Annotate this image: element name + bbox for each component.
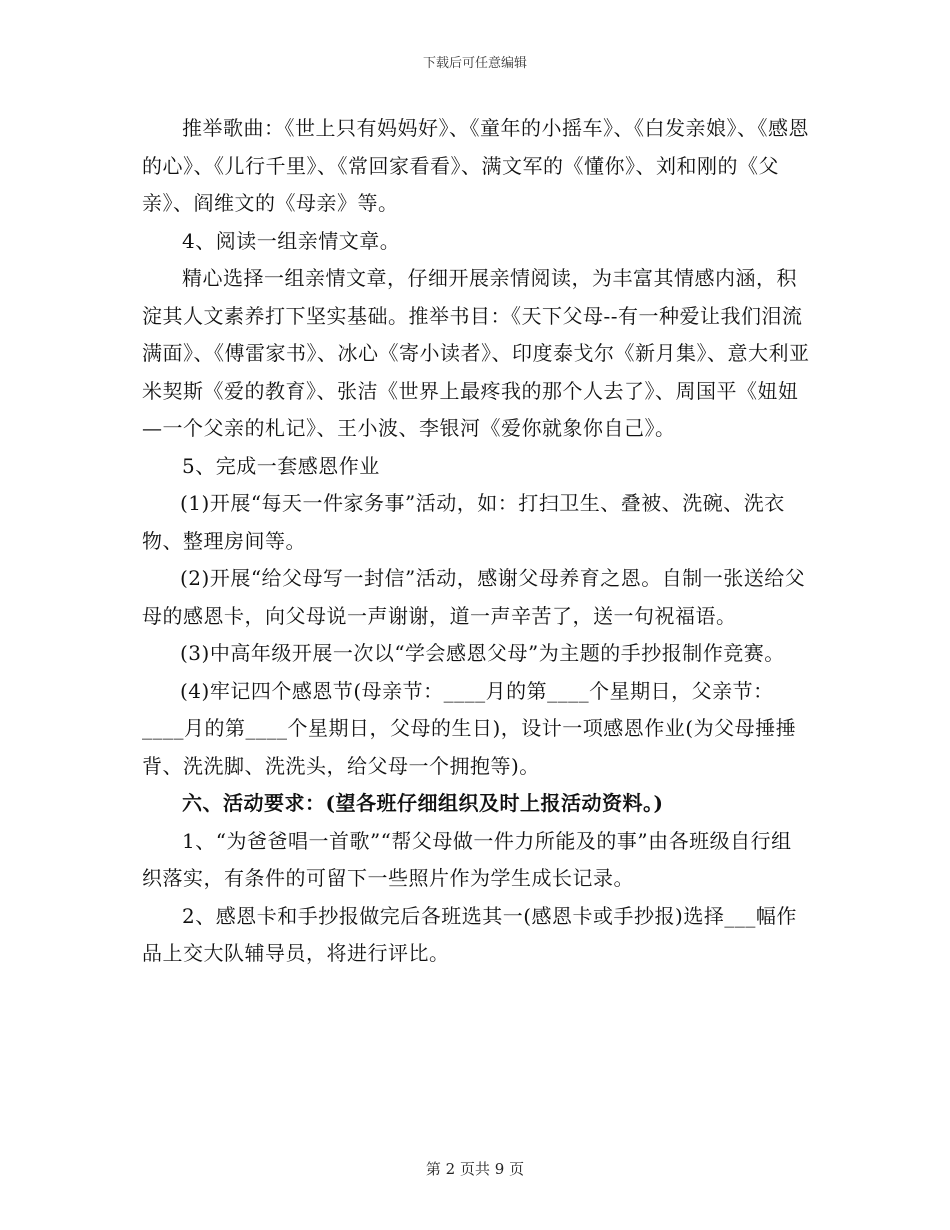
- paragraph-recommended-songs: 推举歌曲：《世上只有妈妈好》、《童年的小摇车》、《白发亲娘》、《感恩的心》、《儿行千里》、《常回家看看》、满文军的《懂你》、刘和刚的《父亲》、阎维文的《母亲》等。: [142, 116, 809, 215]
- paragraph-homework-2: (2)开展“给父母写一封信”活动，感谢父母养育之恩。自制一张送给父母的感恩卡，向父母说一声谢谢，道一声辛苦了，送一句祝福语。: [142, 566, 806, 628]
- paragraph-heading-requirements: 六、活动要求：(望各班仔细组织及时上报活动资料。): [182, 791, 664, 815]
- paragraph-requirement-1: 1、“为爸爸唱一首歌”“帮父母做一件力所能及的事”由各班级自行组织落实，有条件的可留下一些照片作为学生成长记录。: [142, 828, 792, 890]
- paragraph-homework-1: (1)开展“每天一件家务事”活动，如：打扫卫生、叠被、洗碗、洗衣物、整理房间等。: [142, 491, 785, 553]
- paragraph-homework-3: (3)中高年级开展一次以“学会感恩父母”为主题的手抄报制作竞赛。: [180, 641, 785, 665]
- paragraph-heading-read-articles: 4、阅读一组亲情文章。: [182, 228, 401, 253]
- paragraph-recommended-books: 精心选择一组亲情文章，仔细开展亲情阅读，为丰富其情感内涵，积淀其人文素养打下坚实基础。推举书目：《天下父母--有一种爱让我们泪流满面》、《傅雷家书》、冰心《寄小读者》、印度泰戈尔《新月集》、意大利亚米契斯《爱的教育》、张洁《世界上最疼我的那个人去了》、周国平《妞妞—一个父亲的札记》、王小波、李银河《爱你就象你自己》。: [142, 266, 810, 440]
- page-footer: 第 2 页共 9 页: [425, 1160, 525, 1178]
- document-body: [142, 110, 810, 973]
- paragraph-homework-4: (4)牢记四个感恩节(母亲节：____月的第____个星期日，父亲节：____月的第____个星期日，父母的生日)，设计一项感恩作业(为父母捶捶背、洗洗脚、洗洗头，给父母一个拥抱等)。: [142, 678, 797, 778]
- paragraph-requirement-2: 2、感恩卡和手抄报做完后各班选其一(感恩卡或手抄报)选择___幅作品上交大队辅导员，将进行评比。: [142, 903, 797, 965]
- page-header: 下载后可任意编辑: [422, 56, 527, 71]
- paragraph-heading-homework: 5、完成一套感恩作业: [182, 453, 380, 478]
